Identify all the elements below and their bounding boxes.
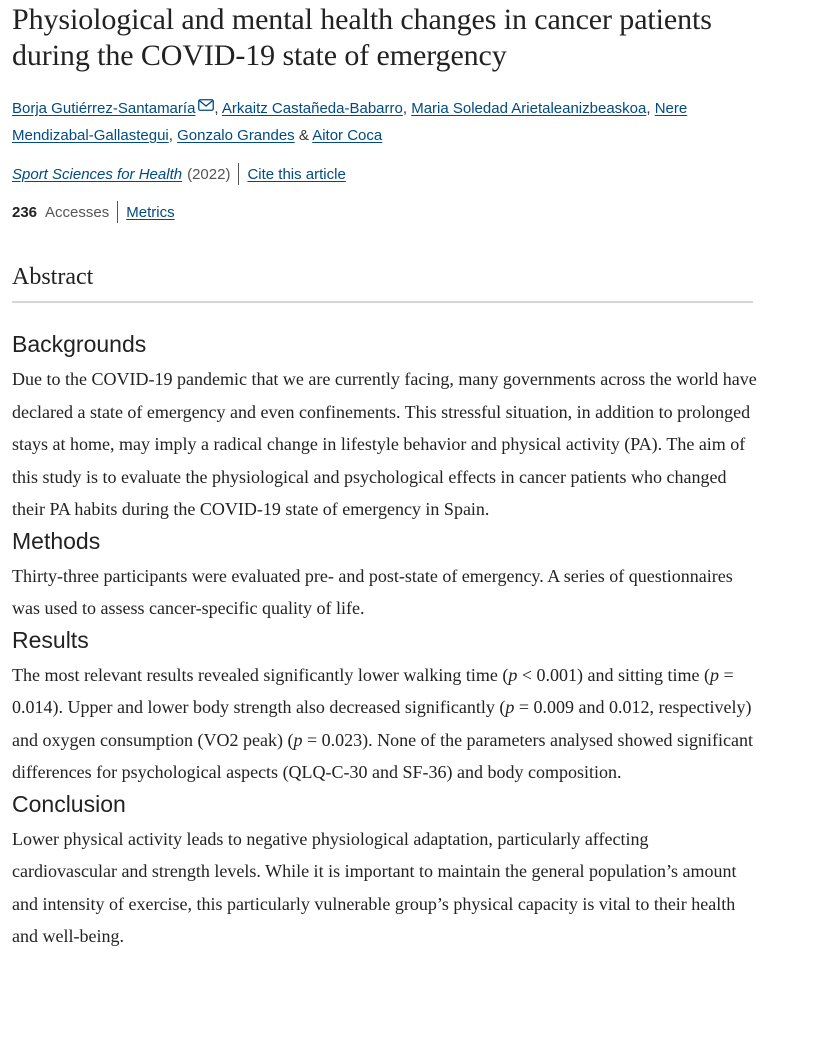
p-value-symbol: p [710, 664, 719, 685]
results-text-segment: The most relevant results revealed significantly lower walking time ( [12, 664, 509, 685]
section-heading-backgrounds: Backgrounds [12, 331, 147, 357]
abstract-section-methods [12, 526, 757, 625]
author-separator: , [168, 127, 178, 144]
author-link-5[interactable]: Gonzalo Grandes [177, 127, 295, 144]
article-page [12, 0, 757, 953]
divider [117, 201, 118, 223]
author-link-1[interactable]: Borja Gutiérrez-Santamaría [12, 100, 196, 117]
p-value-symbol: p [508, 664, 518, 685]
author-separator: , [646, 100, 655, 117]
results-text-segment: = 0.023). None of the parameters analysed showed significant differences for psychological aspects (QLQ-C-30 and SF-36) and body composition. [12, 729, 753, 782]
p-value-symbol: p [293, 729, 303, 750]
author-separator: , [214, 100, 222, 117]
abstract-section-backgrounds [12, 329, 757, 526]
section-text-results [12, 659, 757, 789]
accesses-label: Accesses [45, 203, 110, 221]
author-separator: , [402, 100, 412, 117]
results-text-segment: < 0.001) and sitting time ( [517, 664, 710, 685]
author-list [12, 93, 757, 149]
section-heading-conclusion: Conclusion [12, 790, 126, 817]
journal-info [12, 163, 757, 185]
section-text-methods: Thirty-three participants were evaluated pre- and post-state of emergency. A series of questionnaires was used to assess cancer-specific quality of life. [12, 565, 733, 618]
abstract-heading: Abstract [12, 262, 753, 303]
publication-year: (2022) [187, 165, 231, 183]
author-link-4[interactable]: Nere Mendizabal-Gallastegui [12, 100, 688, 144]
article-title: Physiological and mental health changes in cancer patients during the COVID-19 state of emergency [12, 3, 712, 72]
metrics-link[interactable]: Metrics [126, 203, 175, 221]
p-value-symbol: p [505, 697, 515, 717]
author-separator-and: & [294, 127, 313, 144]
mail-icon[interactable] [198, 93, 214, 105]
divider [238, 163, 239, 185]
author-link-3[interactable]: Maria Soledad Arietaleanizbeaskoa [411, 100, 647, 117]
author-link-6[interactable]: Aitor Coca [312, 127, 383, 144]
section-heading-results: Results [12, 626, 89, 653]
accesses-count: 236 [12, 203, 38, 221]
results-text-segment: = 0.009 and 0.012, respectively) and oxygen consumption (VO2 peak) ( [12, 697, 752, 750]
section-text-conclusion: Lower physical activity leads to negative physiological adaptation, particularly affecting cardiovascular and strength levels. While it is important to maintain the general population’s amount and intensity of exercise, this particularly vulnerable group’s physical capacity is vital to their health and well-being. [12, 828, 737, 946]
results-text-segment: = 0.014). Upper and lower body strength also decreased significantly ( [12, 664, 734, 717]
section-text-backgrounds: Due to the COVID-19 pandemic that we are currently facing, many governments across the world have declared a state of emergency and even confinements. This stressful situation, in addition to prolonged stays at home, may imply a radical change in lifestyle behavior and physical activity (PA). The aim of this study is to evaluate the physiological and psychological effects in cancer patients who changed their PA habits during the COVID-19 state of emergency in Spain. [12, 369, 757, 519]
article-metrics [12, 201, 757, 223]
abstract-section-results [12, 625, 757, 789]
abstract-section-conclusion [12, 789, 757, 953]
cite-article-link[interactable]: Cite this article [247, 165, 346, 183]
journal-link[interactable]: Sport Sciences for Health [12, 165, 183, 183]
section-heading-methods: Methods [12, 527, 101, 554]
author-link-2[interactable]: Arkaitz Castañeda-Babarro [221, 100, 403, 117]
